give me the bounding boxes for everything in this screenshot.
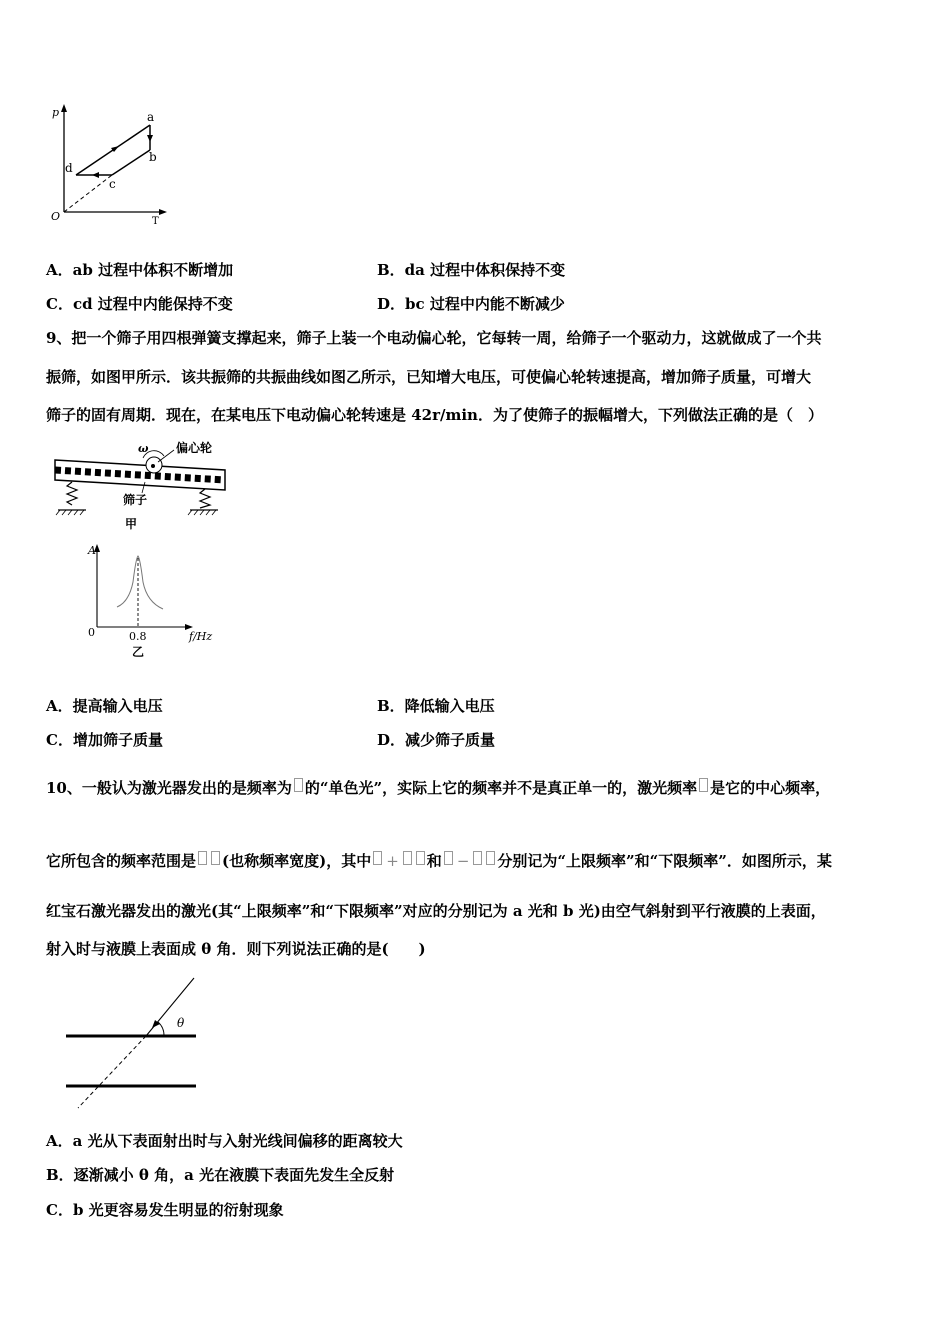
formula-placeholder-icon: [486, 851, 495, 865]
wheel-leader: [158, 450, 174, 462]
q9-stem-line-2: 振筛，如图甲所示．该共振筛的共振曲线如图乙所示，已知增大电压，可使偏心轮转速提高，增加筛子质量，可增大: [46, 368, 812, 386]
spring-right: [200, 489, 210, 508]
formula-placeholder-icon: [211, 851, 220, 865]
formula-placeholder-icon: [373, 851, 382, 865]
pt-y-arrow: [61, 104, 67, 112]
q10-l1-c: 是它的中心频率，: [710, 779, 831, 797]
formula-placeholder-icon: [403, 851, 412, 865]
omega-label: ω: [138, 442, 149, 455]
q8-option-d[interactable]: D．bc 过程中内能不断减少: [377, 295, 565, 313]
pt-label-o: O: [51, 210, 61, 223]
q8-option-c[interactable]: C．cd 过程中内能保持不变: [46, 295, 233, 313]
q10-option-b[interactable]: B．逐渐减小 θ 角，a 光在液膜下表面先发生全反射: [46, 1166, 395, 1184]
pt-label-b: b: [149, 150, 157, 164]
pt-label-d: d: [65, 161, 73, 175]
pt-segment-bc: [112, 150, 150, 175]
res-curve: [117, 556, 163, 609]
pt-label-p: p: [52, 106, 60, 119]
pt-arrow-ab: [147, 135, 153, 142]
ground-left-hatch: [56, 510, 84, 515]
theta-label: θ: [177, 1016, 185, 1030]
pt-label-a: a: [147, 110, 155, 124]
q10-stem-line-2: [46, 851, 832, 871]
q10-l2-c: 和: [426, 852, 442, 870]
fig-jia-caption: 甲: [125, 517, 138, 531]
res-label-peak: 0.8: [129, 630, 147, 643]
formula-placeholder-icon: [699, 778, 708, 792]
formula-placeholder-icon: [473, 851, 482, 865]
eccentric-wheel-hub: [151, 464, 155, 468]
formula-placeholder-icon: [416, 851, 425, 865]
q10-stem-line-3: 红宝石激光器发出的激光(其“上限频率”和“下限频率”对应的分别记为 a 光和 b 光)由空气斜射到平行液膜的上表面，: [46, 902, 826, 920]
refracted-ray-dashed: [78, 1036, 146, 1108]
res-label-a: A: [88, 544, 96, 557]
res-label-origin: 0: [88, 626, 95, 639]
q9-option-d[interactable]: D．减少筛子质量: [377, 731, 496, 749]
q10-option-c[interactable]: C．b 光更容易发生明显的衍射现象: [46, 1201, 284, 1219]
pt-arrow-cd: [92, 172, 99, 178]
resonance-curve: [85, 542, 225, 660]
q10-option-a[interactable]: A．a 光从下表面射出时与入射光线间偏移的距离较大: [46, 1132, 403, 1150]
q10-stem-line-1: [46, 778, 830, 798]
q9-stem-line-3: 筛子的固有周期．现在，在某电压下电动偏心轮转速是 42r/min．为了使筛子的振幅增大，下列做法正确的是（ ）: [46, 406, 823, 424]
q10-l2-plus: +: [386, 852, 399, 870]
sieve-label: 筛子: [123, 493, 148, 507]
q9-stem-line-1: 9、把一个筛子用四根弹簧支撑起来，筛子上装一个电动偏心轮，它每转一周，给筛子一个驱动力，这就做成了一个共: [46, 329, 822, 347]
formula-placeholder-icon: [294, 778, 303, 792]
q10-l2-a: 它所包含的频率范围是: [46, 852, 197, 870]
q8-option-b[interactable]: B．da 过程中体积保持不变: [377, 261, 566, 279]
q10-l2-b: (也称频率宽度)，其中: [222, 852, 372, 870]
sieve-diagram: [50, 438, 230, 533]
fig-yi-caption: 乙: [132, 645, 145, 659]
formula-placeholder-icon: [444, 851, 453, 865]
q10-l1-b: 的“单色光”，实际上它的频率并不是真正单一的，激光频率: [304, 779, 698, 797]
pt-x-arrow: [159, 209, 167, 215]
q10-l2-d: 分别记为“上限频率”和“下限频率”．如图所示，某: [497, 852, 832, 870]
spring-left: [67, 482, 77, 505]
pt-dashed-line: [64, 175, 112, 212]
ground-right-hatch: [188, 510, 216, 515]
res-label-f: f/Hz: [189, 630, 213, 643]
q9-option-a[interactable]: A．提高输入电压: [46, 697, 163, 715]
formula-placeholder-icon: [198, 851, 207, 865]
q8-option-a[interactable]: A．ab 过程中体积不断增加: [46, 261, 234, 279]
eccentric-wheel-label: 偏心轮: [176, 441, 213, 455]
q10-l2-minus: −: [456, 852, 470, 870]
q9-option-b[interactable]: B．降低输入电压: [377, 697, 495, 715]
q10-stem-line-4: 射入时与液膜上表面成 θ 角．则下列说法正确的是( ): [46, 940, 426, 958]
q10-l1-a: 10、一般认为激光器发出的是频率为: [46, 779, 292, 797]
pt-label-c: c: [109, 177, 116, 191]
q9-option-c[interactable]: C．增加筛子质量: [46, 731, 163, 749]
pt-diagram: [40, 100, 180, 230]
liquid-film-diagram: [60, 972, 210, 1112]
pt-label-t: T: [152, 216, 159, 227]
